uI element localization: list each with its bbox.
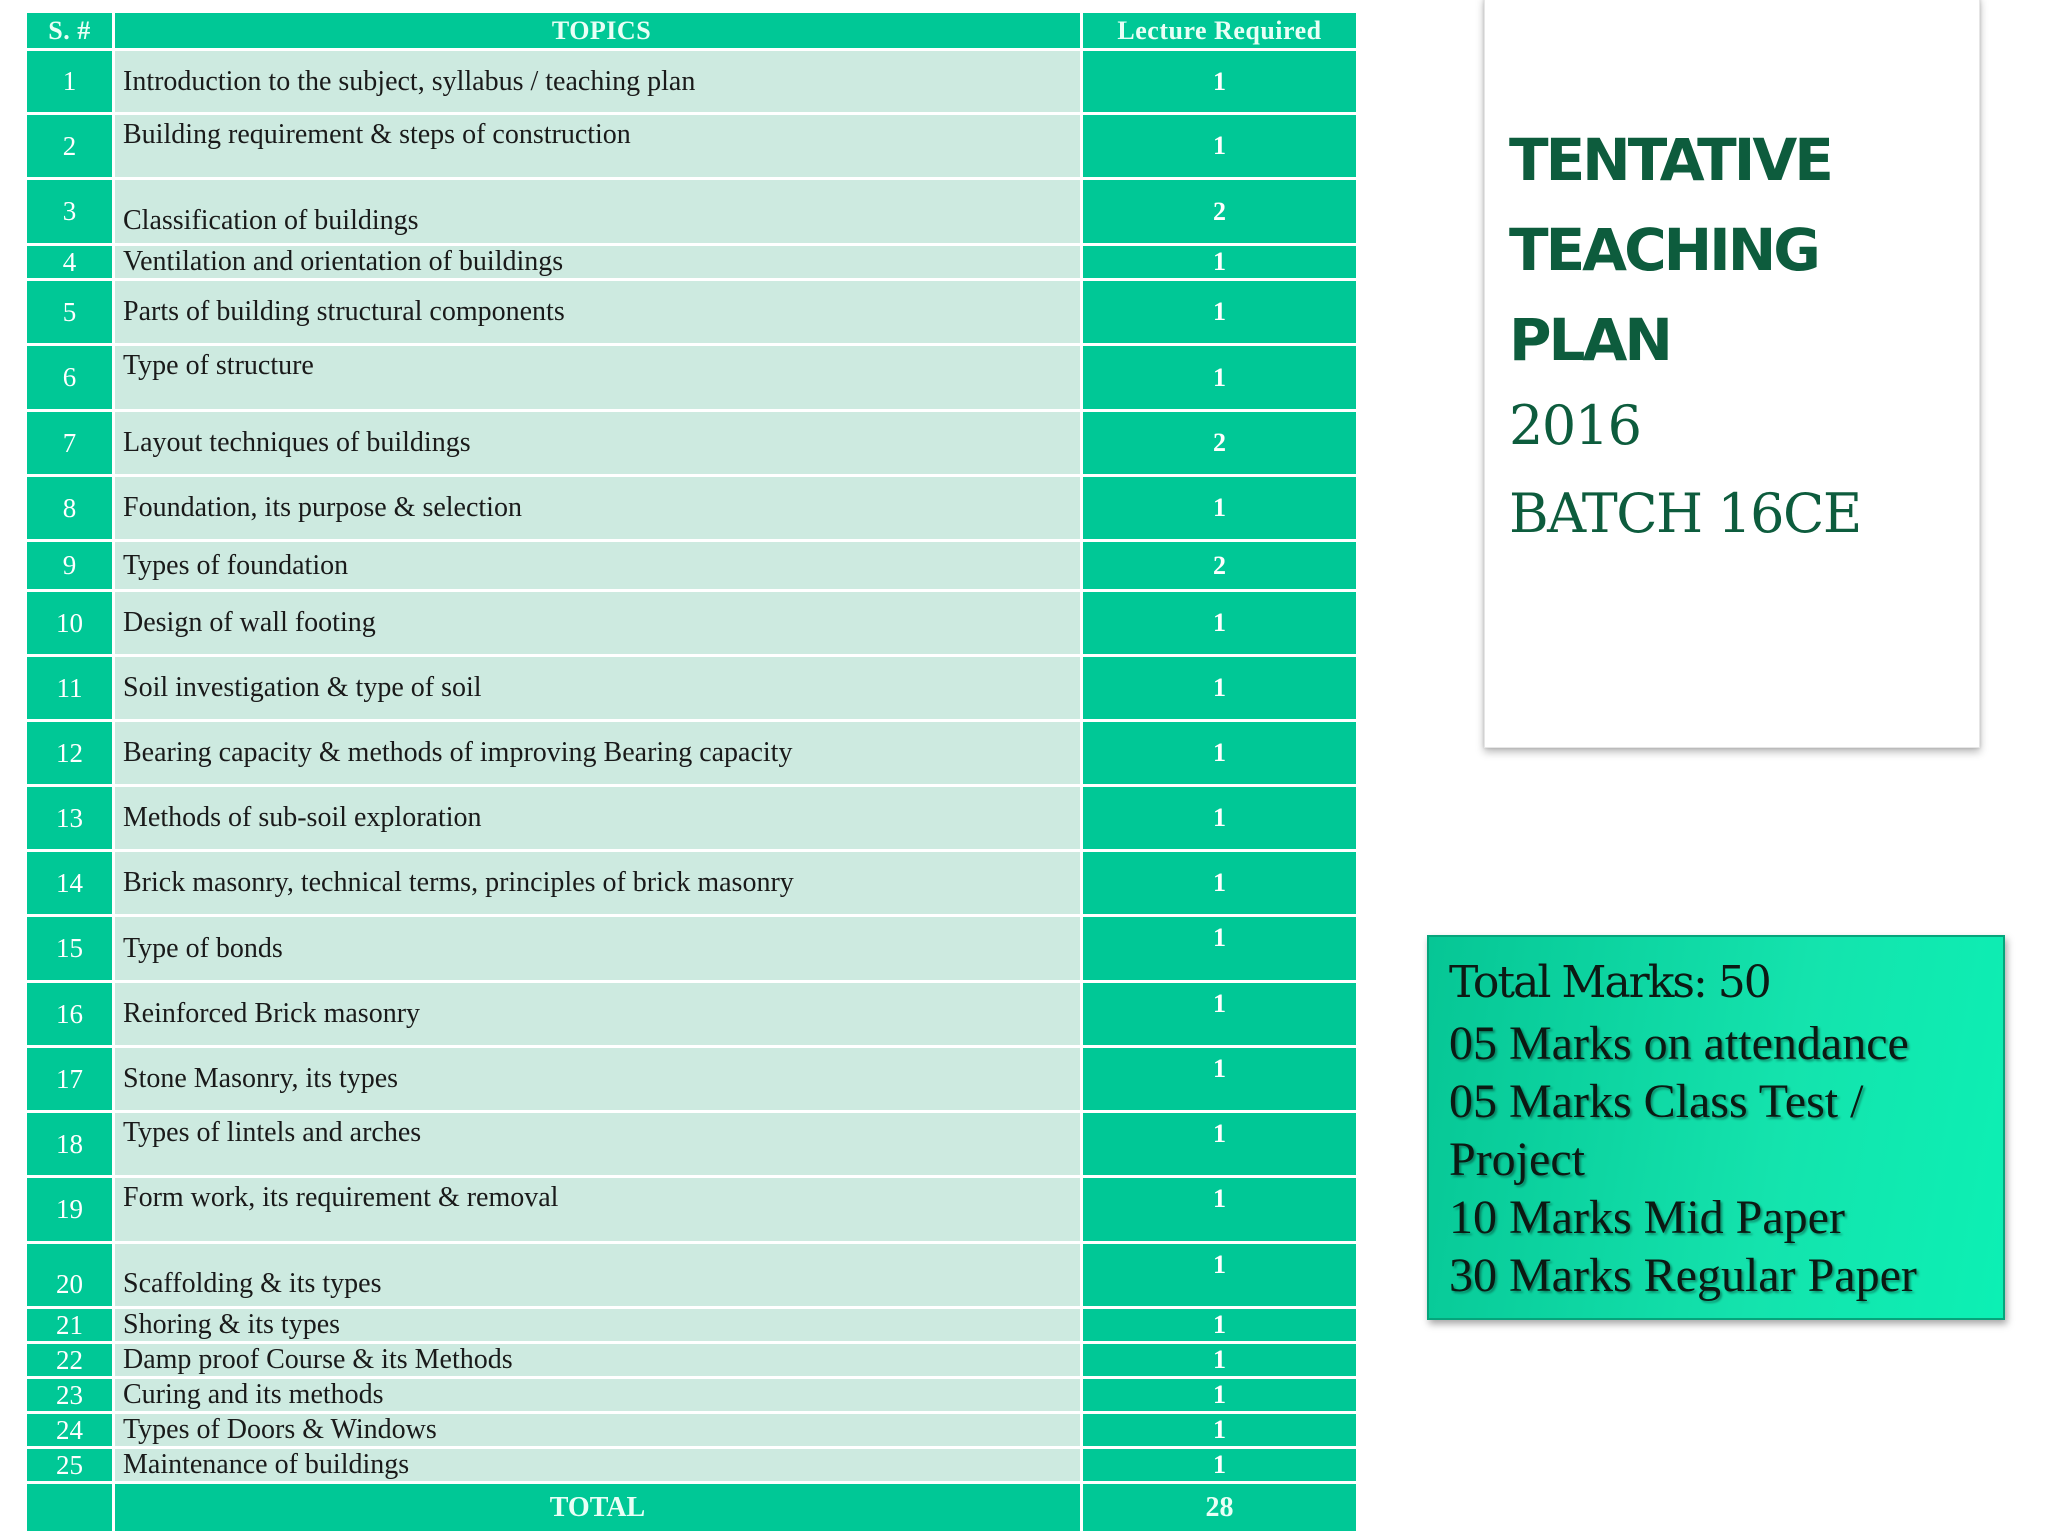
row-number: 23 [26,1378,114,1413]
row-lectures: 1 [1082,851,1358,916]
row-number: 2 [26,114,114,179]
row-topic: Classification of buildings [114,179,1082,245]
row-topic: Curing and its methods [114,1378,1082,1413]
row-lectures: 1 [1082,786,1358,851]
row-topic: Stone Masonry, its types [114,1047,1082,1112]
header-serial: S. # [26,12,114,50]
row-number: 8 [26,476,114,541]
row-topic: Ventilation and orientation of buildings [114,245,1082,280]
row-lectures: 1 [1082,1047,1358,1112]
row-number: 9 [26,541,114,591]
row-number: 12 [26,721,114,786]
row-topic: Soil investigation & type of soil [114,656,1082,721]
row-number: 3 [26,179,114,245]
table-row [26,1413,1358,1448]
row-topic: Maintenance of buildings [114,1448,1082,1483]
row-lectures: 1 [1082,280,1358,345]
table-row [26,1047,1358,1112]
table-row [26,179,1358,245]
table-row [26,1343,1358,1378]
row-lectures: 1 [1082,1343,1358,1378]
row-number: 10 [26,591,114,656]
table-row [26,591,1358,656]
table-row [26,1378,1358,1413]
row-lectures: 2 [1082,541,1358,591]
row-topic: Type of bonds [114,916,1082,982]
row-lectures: 1 [1082,1177,1358,1243]
row-lectures: 1 [1082,345,1358,411]
plan-batch: BATCH 16CE [1509,482,1861,545]
plan-title [1509,115,1831,385]
marks-breakdown [1449,1015,1917,1305]
plan-title-line: PLAN [1509,306,1670,374]
table-header-row [26,12,1358,50]
row-topic: Methods of sub-soil exploration [114,786,1082,851]
row-number: 17 [26,1047,114,1112]
table-row [26,1112,1358,1177]
row-number: 24 [26,1413,114,1448]
table-row [26,114,1358,179]
row-lectures: 2 [1082,179,1358,245]
row-topic: Design of wall footing [114,591,1082,656]
row-lectures: 2 [1082,411,1358,476]
table-row [26,50,1358,114]
table-row [26,245,1358,280]
teaching-plan-table [24,10,1359,1534]
row-number: 7 [26,411,114,476]
plan-title-card [1484,0,1980,748]
row-number: 16 [26,982,114,1047]
row-topic: Introduction to the subject, syllabus / teaching plan [114,50,1082,114]
row-number: 22 [26,1343,114,1378]
row-number: 4 [26,245,114,280]
marks-distribution-box [1427,935,2005,1320]
row-number: 18 [26,1112,114,1177]
row-lectures: 1 [1082,916,1358,982]
header-lectures: Lecture Required [1082,12,1358,50]
row-lectures: 1 [1082,1378,1358,1413]
plan-title-line: TEACHING [1509,216,1818,284]
row-lectures: 1 [1082,721,1358,786]
row-number: 15 [26,916,114,982]
row-lectures: 1 [1082,656,1358,721]
total-label: TOTAL [114,1483,1082,1533]
table-row [26,916,1358,982]
table-row [26,851,1358,916]
row-lectures: 1 [1082,245,1358,280]
table-row [26,280,1358,345]
row-lectures: 1 [1082,1112,1358,1177]
row-topic: Scaffolding & its types [114,1243,1082,1308]
plan-subtitle [1509,382,1861,558]
row-lectures: 1 [1082,1308,1358,1343]
row-lectures: 1 [1082,591,1358,656]
row-lectures: 1 [1082,982,1358,1047]
row-topic: Damp proof Course & its Methods [114,1343,1082,1378]
row-number: 5 [26,280,114,345]
table-row [26,1308,1358,1343]
total-row [26,1483,1358,1533]
row-number: 14 [26,851,114,916]
table-row [26,1177,1358,1243]
row-number: 13 [26,786,114,851]
plan-title-line: TENTATIVE [1509,126,1831,194]
row-lectures: 1 [1082,1413,1358,1448]
total-marks: Total Marks: 50 [1449,957,1770,1008]
row-topic: Building requirement & steps of construction [114,114,1082,179]
row-number: 25 [26,1448,114,1483]
row-number: 6 [26,345,114,411]
row-topic: Parts of building structural components [114,280,1082,345]
table-row [26,786,1358,851]
row-topic: Bearing capacity & methods of improving Bearing capacity [114,721,1082,786]
total-blank [26,1483,114,1533]
plan-year: 2016 [1509,394,1641,457]
row-number: 19 [26,1177,114,1243]
header-topics: TOPICS [114,12,1082,50]
table-row [26,1243,1358,1308]
row-lectures: 1 [1082,114,1358,179]
marks-item: 10 Marks Mid Paper [1449,1191,1845,1244]
row-number: 1 [26,50,114,114]
row-lectures: 1 [1082,476,1358,541]
row-topic: Reinforced Brick masonry [114,982,1082,1047]
table-row [26,721,1358,786]
marks-item: Project [1449,1133,1585,1186]
row-lectures: 1 [1082,50,1358,114]
table-row [26,541,1358,591]
table-row [26,411,1358,476]
row-lectures: 1 [1082,1448,1358,1483]
row-number: 20 [26,1243,114,1308]
row-number: 21 [26,1308,114,1343]
marks-item: 30 Marks Regular Paper [1449,1249,1917,1302]
row-topic: Types of foundation [114,541,1082,591]
row-topic: Types of Doors & Windows [114,1413,1082,1448]
marks-item: 05 Marks on attendance [1449,1017,1909,1070]
row-topic: Shoring & its types [114,1308,1082,1343]
row-topic: Brick masonry, technical terms, principles of brick masonry [114,851,1082,916]
row-topic: Foundation, its purpose & selection [114,476,1082,541]
row-topic: Type of structure [114,345,1082,411]
row-number: 11 [26,656,114,721]
row-lectures: 1 [1082,1243,1358,1308]
total-value: 28 [1082,1483,1358,1533]
row-topic: Types of lintels and arches [114,1112,1082,1177]
row-topic: Form work, its requirement & removal [114,1177,1082,1243]
row-topic: Layout techniques of buildings [114,411,1082,476]
table-row [26,656,1358,721]
marks-item: 05 Marks Class Test / [1449,1075,1864,1128]
table-row [26,345,1358,411]
table-row [26,1448,1358,1483]
table-row [26,476,1358,541]
table-row [26,982,1358,1047]
